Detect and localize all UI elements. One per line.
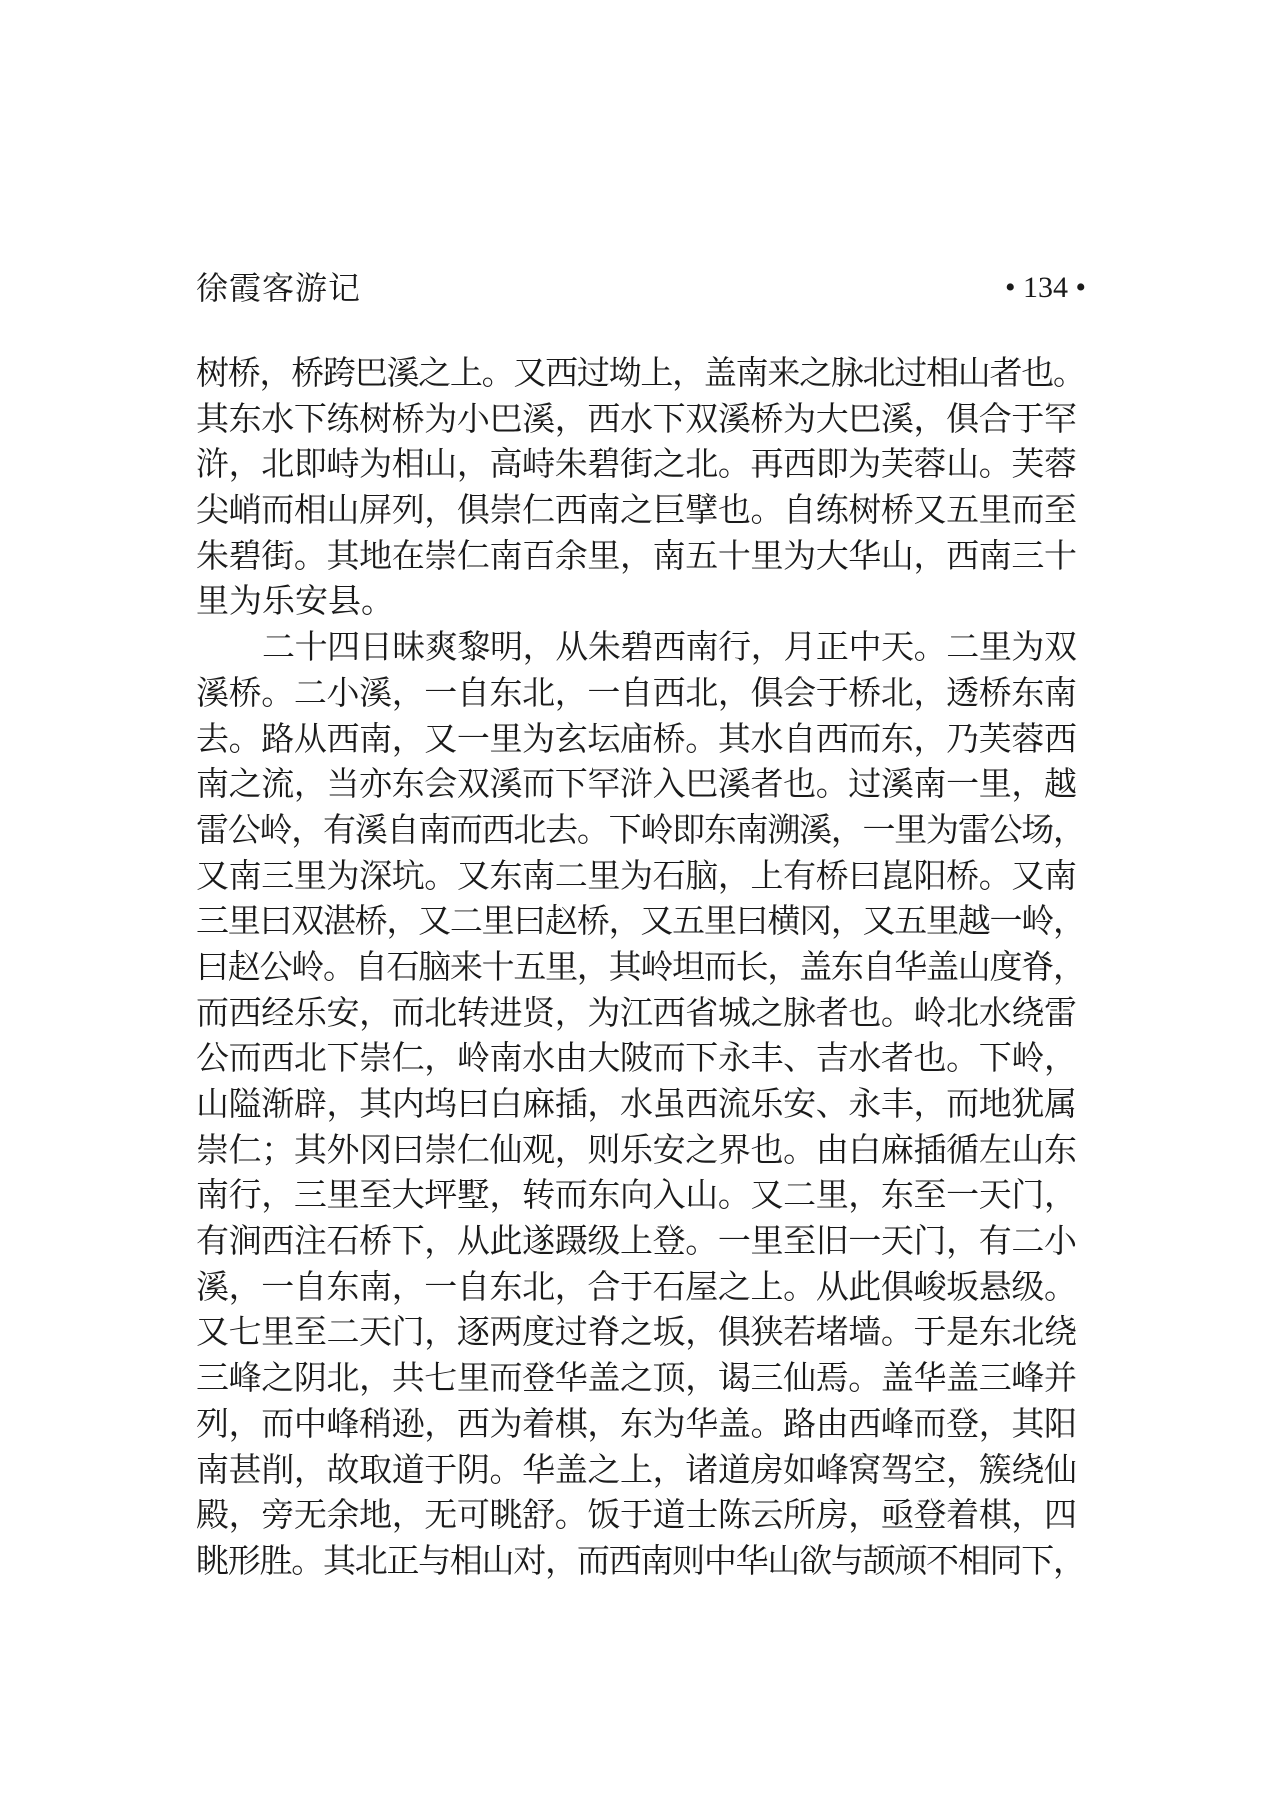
book-title: 徐霞客游记 xyxy=(196,269,362,307)
text-line: 山隘渐辟，其内坞曰白麻插，水虽西流乐安、永丰，而地犹属 xyxy=(196,1084,1077,1123)
text-line: 崇仁；其外冈曰崇仁仙观，则乐安之界也。由白麻插循左山东 xyxy=(196,1129,1077,1169)
text-line: 二十四日昧爽黎明，从朱碧西南行，月正中天。二里为双 xyxy=(262,627,1077,667)
running-header xyxy=(196,264,1086,312)
text-line: 树桥，桥跨巴溪之上。又西过坳上，盖南来之脉北过相山者也。 xyxy=(196,353,1085,392)
text-line: 南甚削，故取道于阴。华盖之上，诸道房如峰窝驾空，簇绕仙 xyxy=(196,1449,1077,1489)
text-line: 浒，北即峙为相山，高峙朱碧街之北。再西即为芙蓉山。芙蓉 xyxy=(196,444,1077,484)
text-line: 雷公岭，有溪自南而西北去。下岭即东南溯溪，一里为雷公场， xyxy=(196,809,1085,849)
text-line: 又七里至二天门，逐两度过脊之坂，俱狭若堵墙。于是东北绕 xyxy=(196,1312,1077,1352)
page-number: • 134 • xyxy=(1004,271,1086,304)
text-line: 有涧西注石桥下，从此遂蹑级上登。一里至旧一天门，有二小 xyxy=(196,1221,1077,1261)
text-line: 又南三里为深坑。又东南二里为石脑，上有桥曰崑阳桥。又南 xyxy=(196,855,1077,895)
text-line: 溪桥。二小溪，一自东北，一自西北，俱会于桥北，透桥东南 xyxy=(196,672,1077,712)
text-line: 去。路从西南，又一里为玄坛庙桥。其水自西而东，乃芙蓉西 xyxy=(196,718,1077,758)
text-line: 里为乐安县。 xyxy=(196,581,394,621)
text-line: 南行，三里至大坪墅，转而东向入山。又二里，东至一天门， xyxy=(196,1175,1077,1215)
text-line: 殿，旁无余地，无可眺舒。饭于道士陈云所房，亟登着棋，四 xyxy=(196,1495,1077,1535)
body-text xyxy=(196,350,1096,1584)
text-line: 公而西北下崇仁，岭南水由大陂而下永丰、吉水者也。下岭， xyxy=(196,1038,1077,1078)
text-line: 曰赵公岭。自石脑来十五里，其岭坦而长，盖东自华盖山度脊， xyxy=(196,946,1085,986)
text-line: 三里曰双湛桥，又二里曰赵桥，又五里曰横冈，又五里越一岭， xyxy=(196,901,1085,941)
text-line: 朱碧街。其地在崇仁南百余里，南五十里为大华山，西南三十 xyxy=(196,535,1077,575)
text-line: 三峰之阴北，共七里而登华盖之顶，谒三仙焉。盖华盖三峰并 xyxy=(196,1358,1077,1398)
text-line: 而西经乐安，而北转进贤，为江西省城之脉者也。岭北水绕雷 xyxy=(196,992,1077,1032)
text-line: 溪，一自东南，一自东北，合于石屋之上。从此俱峻坂悬级。 xyxy=(196,1266,1077,1306)
text-line: 眺形胜。其北正与相山对，而西南则中华山欲与颉颃不相同下， xyxy=(196,1540,1085,1580)
text-line: 其东水下练树桥为小巴溪，西水下双溪桥为大巴溪，俱合于罕 xyxy=(196,398,1077,438)
text-line: 列，而中峰稍逊，西为着棋，东为华盖。路由西峰而登，其阳 xyxy=(196,1403,1077,1443)
text-line: 南之流，当亦东会双溪而下罕浒入巴溪者也。过溪南一里，越 xyxy=(196,764,1077,804)
text-line: 尖峭而相山屏列，俱崇仁西南之巨擘也。自练树桥又五里而至 xyxy=(196,490,1077,530)
